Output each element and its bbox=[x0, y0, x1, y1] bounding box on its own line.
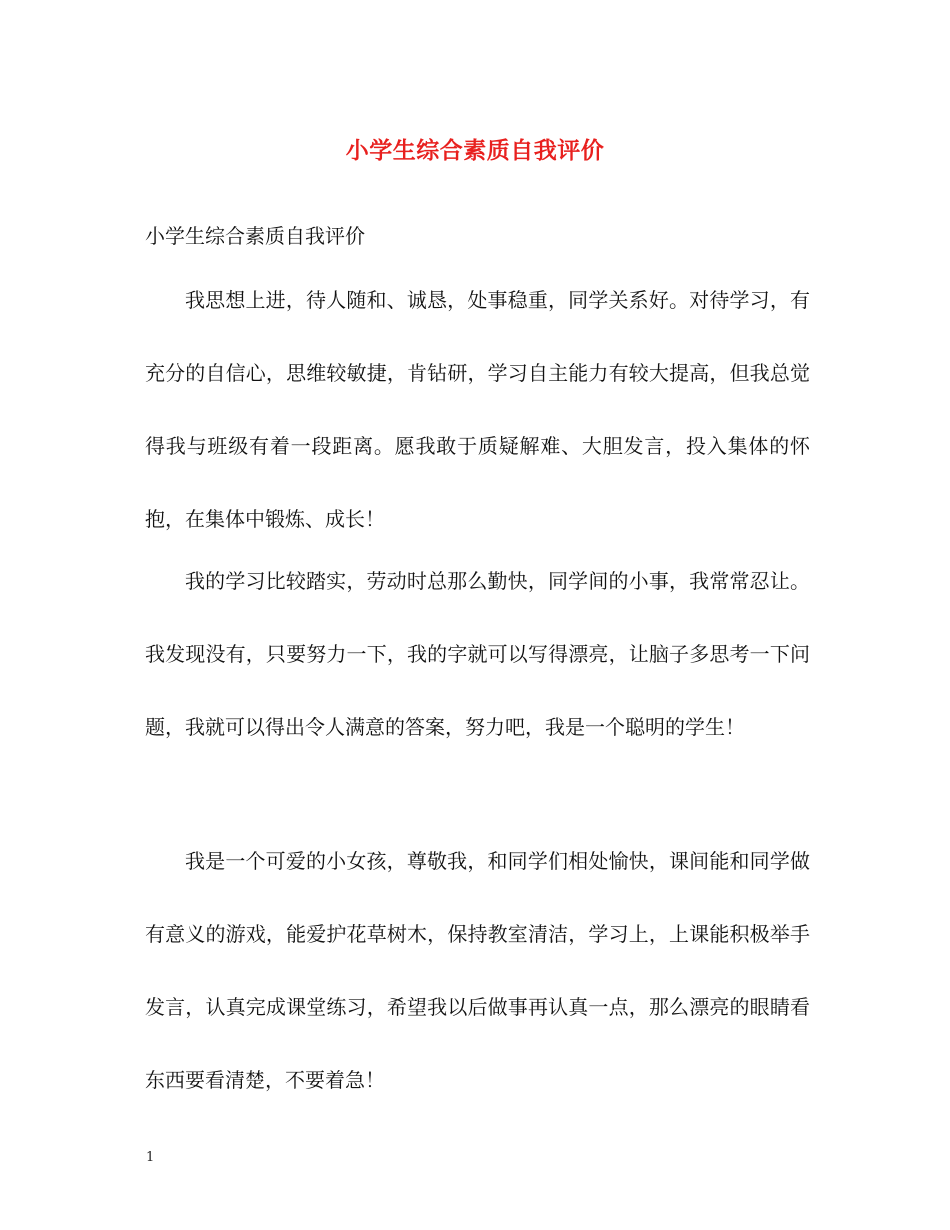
document-subtitle: 小学生综合素质自我评价 bbox=[145, 224, 365, 248]
page-number: 1 bbox=[146, 1150, 155, 1165]
paragraph-2: 我的学习比较踏实，劳动时总那么勤快，同学间的小事，我常常忍让。我发现没有，只要努力一下，我的字就可以写得漂亮，让脑子多思考一下问题，我就可以得出令人满意的答案，努力吧，我是一个聪明的学生！ bbox=[145, 569, 810, 739]
document-title: 小学生综合素质自我评价 bbox=[345, 137, 605, 164]
paragraph-3: 我是一个可爱的小女孩，尊敬我，和同学们相处愉快，课间能和同学做有意义的游戏，能爱护花草树木，保持教室清洁，学习上，上课能积极举手发言，认真完成课堂练习，希望我以后做事再认真一点，那么漂亮的眼睛看东西要看清楚，不要着急！ bbox=[145, 849, 810, 1092]
paragraph-1: 我思想上进，待人随和、诚恳，处事稳重，同学关系好。对待学习，有充分的自信心，思维较敏捷，肯钻研，学习自主能力有较大提高，但我总觉得我与班级有着一段距离。愿我敢于质疑解难、大胆发言，投入集体的怀抱，在集体中锻炼、成长！ bbox=[145, 288, 810, 531]
